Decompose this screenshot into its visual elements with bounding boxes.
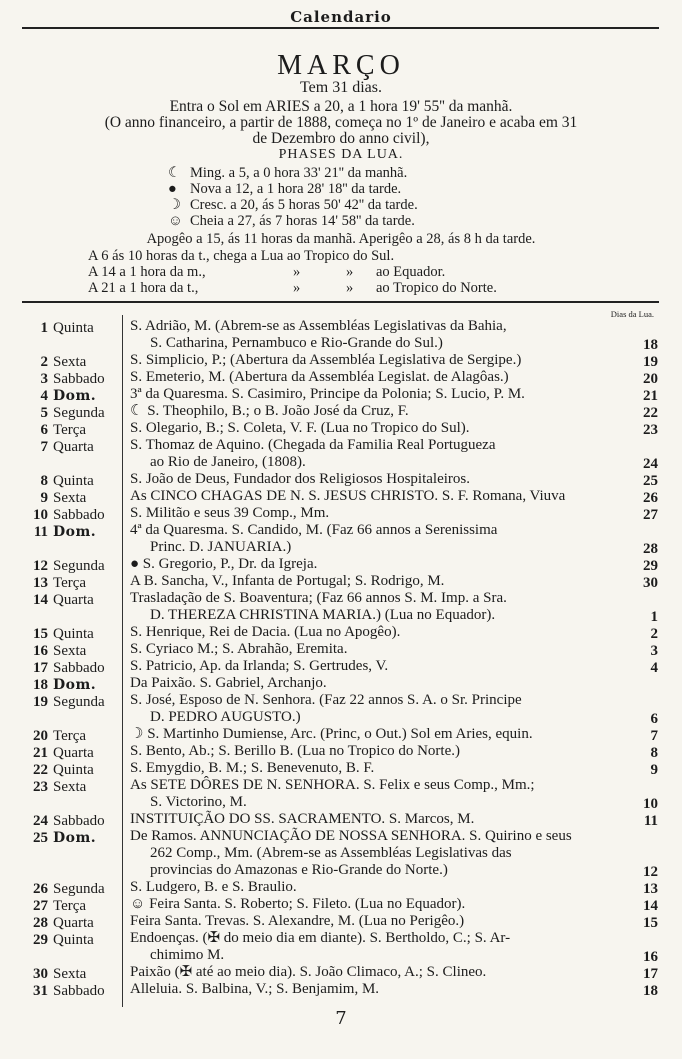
weekday: Sabbado (53, 813, 105, 829)
entry-line: Paixão (✠ até ao meio dia). S. João Climaco, A.; S. Clineo. (130, 964, 487, 980)
day-label (22, 405, 122, 422)
saints-entry (130, 913, 635, 930)
day-label (22, 507, 122, 524)
day-number: 22 (33, 762, 48, 778)
entry-line: ☾ S. Theophilo, B.; o B. João José da Cruz, F. (130, 403, 409, 419)
saints-entry (130, 624, 635, 641)
day-label (22, 813, 122, 830)
saints-entry (130, 828, 635, 879)
day-number: 23 (33, 779, 48, 795)
saints-entry (130, 658, 635, 675)
saints-entry (130, 930, 635, 964)
moon-day: 21 (643, 388, 658, 404)
phase-row: ☺ Cheia a 27, ás 7 horas 14' 58'' da tarde. (168, 213, 415, 229)
day-label (22, 575, 122, 592)
day-number: 1 (40, 320, 48, 336)
phase-row: ● Nova a 12, a 1 hora 28' 18'' da tarde. (168, 181, 402, 197)
weekday: Segunda (53, 558, 105, 574)
saints-entry (130, 573, 635, 590)
day-label (22, 915, 122, 932)
saints-entry (130, 471, 635, 488)
day-label (22, 779, 122, 796)
month-title: MARÇO (277, 50, 405, 81)
intro-line: (O anno financeiro, a partir de 1888, começa no 1º de Janeiro e acaba em 31 (104, 114, 578, 131)
saints-entry (130, 505, 635, 522)
day-label (22, 439, 122, 456)
day-label (22, 320, 122, 337)
day-label (22, 677, 122, 694)
weekday: Dom. (53, 830, 97, 846)
entry-line: provincias do Amazonas e Rio-Grande do Norte.) (150, 862, 448, 878)
weekday: Quarta (53, 745, 94, 761)
saints-entry (130, 488, 635, 505)
weekday: Quinta (53, 932, 94, 948)
day-label (22, 626, 122, 643)
weekday: Sexta (53, 643, 87, 659)
day-number: 26 (33, 881, 48, 897)
weekday: Segunda (53, 405, 105, 421)
day-number: 17 (33, 660, 48, 676)
day-label (22, 592, 122, 609)
day-label (22, 643, 122, 660)
day-number: 3 (40, 371, 48, 387)
entry-line: D. THEREZA CHRISTINA MARIA.) (Lua no Equador). (150, 607, 496, 623)
moon-day: 8 (650, 745, 658, 761)
moon-day: 6 (650, 711, 658, 727)
entry-line: ☽ S. Martinho Dumiense, Arc. (Princ, o Out.) Sol em Aries, equin. (130, 726, 533, 742)
weekday: Sexta (53, 490, 87, 506)
day-label (22, 898, 122, 915)
saints-entry (130, 318, 635, 352)
saints-entry (130, 726, 635, 743)
day-label (22, 371, 122, 388)
day-number: 18 (33, 677, 48, 693)
day-number: 12 (33, 558, 48, 574)
entry-line: S. Victorino, M. (150, 794, 247, 810)
moon-phase-icon: ☽ (168, 197, 181, 213)
entry-line: chimimo M. (150, 947, 225, 963)
moon-day: 28 (643, 541, 658, 557)
day-number: 9 (40, 490, 48, 506)
day-number: 4 (40, 388, 48, 404)
saints-entry (130, 692, 635, 726)
moon-day: 23 (643, 422, 658, 438)
day-number: 11 (33, 524, 48, 540)
saints-entry (130, 386, 635, 403)
moon-day: 30 (643, 575, 658, 591)
moon-day: 1 (650, 609, 658, 625)
entry-line: As CINCO CHAGAS DE N. S. JESUS CHRISTO. S. F. Romana, Viuva (130, 488, 566, 504)
moon-day: 24 (643, 456, 658, 472)
entry-line: Feira Santa. Trevas. S. Alexandre, M. (Lua no Perigêo.) (130, 913, 465, 929)
day-label (22, 473, 122, 490)
weekday: Quinta (53, 320, 94, 336)
day-label (22, 354, 122, 371)
moon-day: 2 (650, 626, 658, 642)
entry-line: S. Emeterio, M. (Abertura da Assembléa Legislat. de Alagôas.) (130, 369, 509, 385)
entry-line: ao Rio de Janeiro, (1808). (150, 454, 306, 470)
day-number: 31 (33, 983, 48, 999)
page-number: 7 (335, 1008, 347, 1029)
entry-line: S. Thomaz de Aquino. (Chegada da Familia Real Portugueza (130, 437, 496, 453)
saints-entry (130, 964, 635, 981)
entry-line: A B. Sancha, V., Infanta de Portugal; S. Rodrigo, M. (130, 573, 445, 589)
day-number: 21 (33, 745, 48, 761)
header-rule (22, 27, 659, 29)
day-number: 8 (40, 473, 48, 489)
weekday: Sabbado (53, 660, 105, 676)
entry-line: S. Militão e seus 39 Comp., Mm. (130, 505, 330, 521)
day-label (22, 966, 122, 983)
day-label (22, 830, 122, 847)
entry-line: 3ª da Quaresma. S. Casimiro, Principe da Polonia; S. Lucio, P. M. (130, 386, 525, 402)
entry-line: S. Adrião, M. (Abrem-se as Assembléas Legislativas da Bahia, (130, 318, 507, 334)
moon-day: 18 (643, 983, 658, 999)
intro-line: Entra o Sol em ARIES a 20, a 1 hora 19' 55'' da manhã. (169, 98, 513, 115)
moon-day: 18 (643, 337, 658, 353)
day-label (22, 728, 122, 745)
saints-entry (130, 522, 635, 556)
saints-entry (130, 760, 635, 777)
saints-entry (130, 675, 635, 692)
day-number: 10 (33, 507, 48, 523)
intro-line: de Dezembro do anno civil), (252, 130, 430, 147)
moon-day: 7 (650, 728, 658, 744)
entry-line: Da Paixão. S. Gabriel, Archanjo. (130, 675, 327, 691)
moon-day: 4 (650, 660, 658, 676)
day-number: 6 (40, 422, 48, 438)
weekday: Sabbado (53, 507, 105, 523)
phase-row: ☾ Ming. a 5, a 0 hora 33' 21'' da manhã. (168, 165, 408, 181)
saints-entry (130, 403, 635, 420)
entry-line: S. Ludgero, B. e S. Braulio. (130, 879, 297, 895)
saints-entry (130, 420, 635, 437)
weekday: Segunda (53, 881, 105, 897)
weekday: Quinta (53, 473, 94, 489)
moon-day: 3 (650, 643, 658, 659)
moon-day: 16 (643, 949, 658, 965)
moon-day: 12 (643, 864, 658, 880)
day-label (22, 660, 122, 677)
moon-day: 29 (643, 558, 658, 574)
moon-day: 17 (643, 966, 658, 982)
entry-line: Princ. D. JANUARIA.) (150, 539, 292, 555)
day-number: 5 (40, 405, 48, 421)
day-label (22, 745, 122, 762)
saints-entry (130, 641, 635, 658)
phases-heading: PHASES DA LUA. (278, 147, 404, 162)
saints-entry (130, 811, 635, 828)
entry-line: De Ramos. ANNUNCIAÇÃO DE NOSSA SENHORA. S. Quirino e seus (130, 828, 572, 844)
saints-entry (130, 896, 635, 913)
weekday: Terça (53, 728, 87, 744)
day-label (22, 388, 122, 405)
moon-day: 11 (643, 813, 658, 829)
weekday: Sexta (53, 354, 87, 370)
weekday: Quarta (53, 915, 94, 931)
day-number: 13 (33, 575, 48, 591)
entry-line: ☺ Feira Santa. S. Roberto; S. Fileto. (Lua no Equador). (130, 896, 466, 912)
entry-line: D. PEDRO AUGUSTO.) (150, 709, 301, 725)
day-number: 20 (33, 728, 48, 744)
phase-row: ☽ Cresc. a 20, ás 5 horas 50' 42'' da tarde. (168, 197, 418, 213)
month-days: Tem 31 dias. (300, 79, 382, 96)
moon-day: 9 (650, 762, 658, 778)
day-number: 30 (33, 966, 48, 982)
weekday: Segunda (53, 694, 105, 710)
moon-day: 25 (643, 473, 658, 489)
weekday: Dom. (53, 388, 97, 404)
saints-entry (130, 590, 635, 624)
moon-day: 27 (643, 507, 658, 523)
moon-day: 15 (643, 915, 658, 931)
moon-day: 22 (643, 405, 658, 421)
day-number: 14 (33, 592, 48, 608)
saints-entry (130, 369, 635, 386)
entry-line: S. Catharina, Pernambuco e Rio-Grande do Sul.) (150, 335, 443, 351)
weekday: Dom. (53, 677, 97, 693)
day-label (22, 881, 122, 898)
day-label (22, 558, 122, 575)
day-label (22, 932, 122, 949)
day-number: 7 (40, 439, 48, 455)
weekday: Sexta (53, 966, 87, 982)
weekday: Sexta (53, 779, 87, 795)
entry-line: 262 Comp., Mm. (Abrem-se as Assembléas Legislativas das (150, 845, 512, 861)
entry-line: S. Emygdio, B. M.; S. Benevenuto, B. F. (130, 760, 375, 776)
entry-line: Trasladação de S. Boaventura; (Faz 66 annos S. M. Imp. a Sra. (130, 590, 507, 606)
column-divider (122, 315, 123, 1007)
weekday: Terça (53, 575, 87, 591)
day-number: 16 (33, 643, 48, 659)
day-label (22, 983, 122, 1000)
weekday: Sabbado (53, 371, 105, 387)
day-label (22, 422, 122, 439)
entry-line: S. Cyriaco M.; S. Abrahão, Eremita. (130, 641, 348, 657)
saints-entry (130, 777, 635, 811)
entry-line: 4ª da Quaresma. S. Candido, M. (Faz 66 annos a Serenissima (130, 522, 498, 538)
moon-phase-icon: ● (168, 181, 177, 197)
weekday: Quinta (53, 626, 94, 642)
entry-line: S. Henrique, Rei de Dacia. (Lua no Apogêo). (130, 624, 401, 640)
saints-entry (130, 437, 635, 471)
moon-days-header: Dias da Lua. (610, 309, 654, 319)
entry-line: S. José, Esposo de N. Senhora. (Faz 22 annos S. A. o Sr. Principe (130, 692, 522, 708)
entry-line: Endoenças. (✠ do meio dia em diante). S. Bertholdo, C.; S. Ar- (130, 930, 511, 946)
moon-phase-icon: ☾ (168, 165, 181, 181)
day-number: 15 (33, 626, 48, 642)
entry-line: S. Olegario, B.; S. Coleta, V. F. (Lua no Tropico do Sul). (130, 420, 470, 436)
moon-day: 26 (643, 490, 658, 506)
entry-line: INSTITUIÇÃO DO SS. SACRAMENTO. S. Marcos, M. (130, 811, 475, 827)
day-number: 25 (33, 830, 48, 846)
day-number: 27 (33, 898, 48, 914)
day-label (22, 524, 122, 541)
saints-entry (130, 879, 635, 896)
weekday: Quarta (53, 439, 94, 455)
entry-line: As SETE DÔRES DE N. SENHORA. S. Felix e seus Comp., Mm.; (130, 777, 535, 793)
section-rule (22, 301, 659, 303)
saints-entry (130, 352, 635, 369)
moon-day: 20 (643, 371, 658, 387)
moon-phase-icon: ☺ (168, 213, 183, 229)
weekday: Sabbado (53, 983, 105, 999)
entry-line: ● S. Gregorio, P., Dr. da Igreja. (130, 556, 318, 572)
moon-day: 13 (643, 881, 658, 897)
day-label (22, 762, 122, 779)
weekday: Terça (53, 898, 87, 914)
day-number: 29 (33, 932, 48, 948)
weekday: Terça (53, 422, 87, 438)
day-number: 28 (33, 915, 48, 931)
day-number: 24 (33, 813, 48, 829)
saints-entry (130, 743, 635, 760)
day-label (22, 490, 122, 507)
day-number: 2 (40, 354, 48, 370)
weekday: Quinta (53, 762, 94, 778)
saints-entry (130, 981, 635, 998)
moon-day: 19 (643, 354, 658, 370)
weekday: Dom. (53, 524, 97, 540)
day-number: 19 (33, 694, 48, 710)
moon-day: 10 (643, 796, 658, 812)
apogee-line: Apogêo a 15, ás 11 horas da manhã. Aperigêo a 28, ás 8 h da tarde. (146, 231, 536, 247)
moon-day: 14 (643, 898, 658, 914)
entry-line: S. Simplicio, P.; (Abertura da Assembléa Legislativa de Sergipe.) (130, 352, 522, 368)
entry-line: S. Bento, Ab.; S. Berillo B. (Lua no Tropico do Norte.) (130, 743, 460, 759)
day-label (22, 694, 122, 711)
weekday: Quarta (53, 592, 94, 608)
entry-line: S. Patricio, Ap. da Irlanda; S. Gertrudes, V. (130, 658, 389, 674)
running-title: Calendario (0, 8, 682, 26)
entry-line: Alleluia. S. Balbina, V.; S. Benjamim, M. (130, 981, 380, 997)
entry-line: S. João de Deus, Fundador dos Religiosos Hospitaleiros. (130, 471, 470, 487)
saints-entry (130, 556, 635, 573)
